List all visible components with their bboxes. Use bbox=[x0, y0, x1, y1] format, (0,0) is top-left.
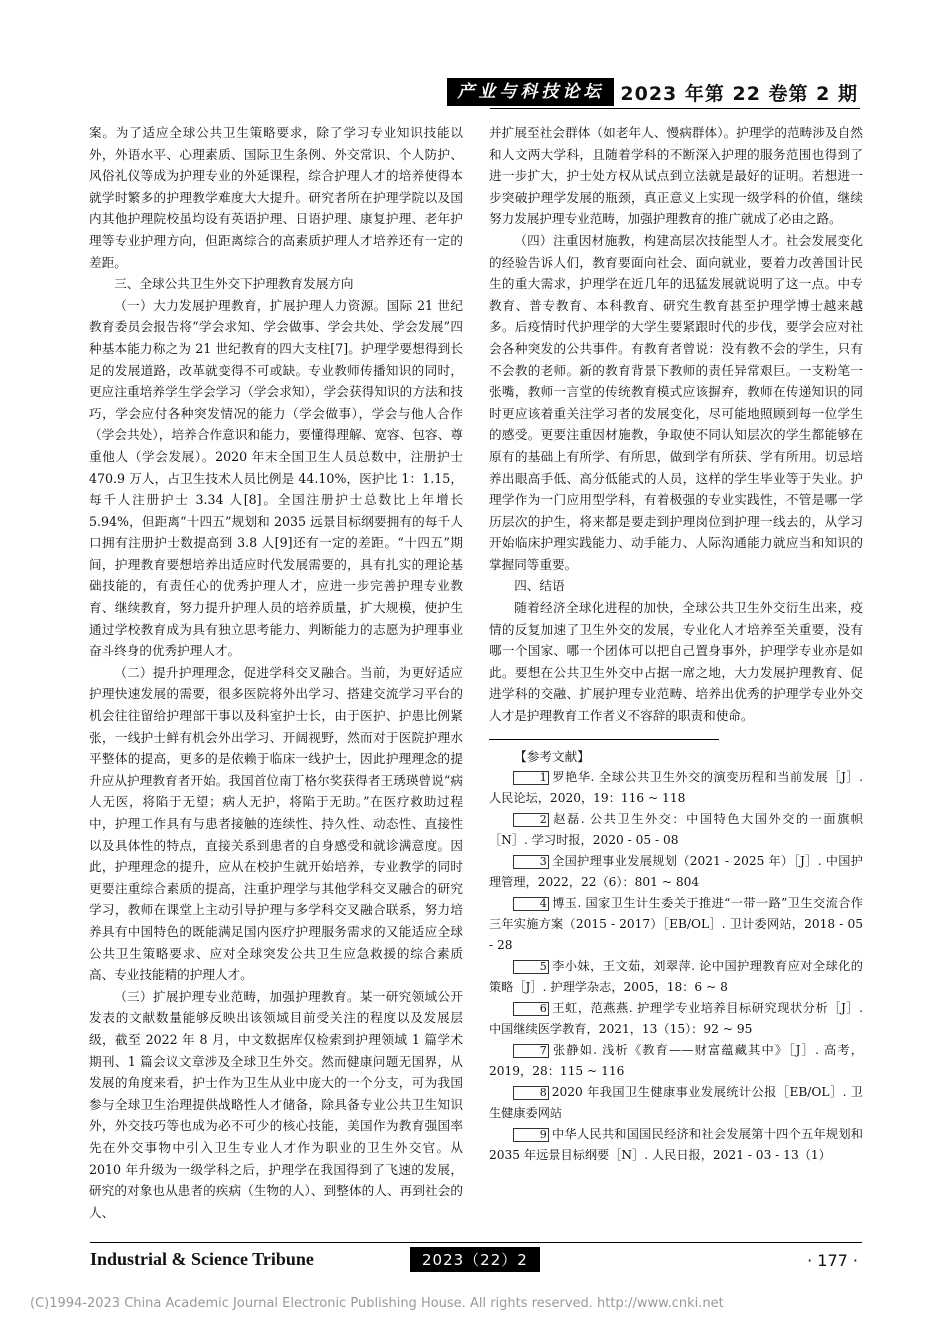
header-rule bbox=[490, 108, 860, 109]
page-number: · 177 · bbox=[807, 1251, 858, 1270]
paragraph-1: （一）大力发展护理教育，扩展护理人力资源。国际 21 世纪教育委员会报告将“学会求知、学会做事、学会共处、学会发展”四种基本能力称之为 21 世纪教育的四大支柱[7]。护理学要想得到长足的发展道路，改革就变得不可或缺。专业教师传播知识的同时，更应注重培养学生学会学习（学会求知），学会获得知识的方法和技巧，学会应付各种突发情况的能力（学会做事），学会与他人合作（学会共处），培养合作意识和能力，要懂得理解、宽容、包容、尊重他人（学会发展）。2020 年末全国卫生人员总数中，注册护士 470.9 万人，占卫生技术人员比例是 44.10%，医护比 1：1.15，每千人注册护士 3.34 人[8]。全国注册护士总数比上年增长 5.94%，但距离“十四五”规划和 2035 远景目标纲要拥有的每千人口拥有注册护士数提高到 3.8 人[9]还有一定的差距。“十四五”期间，护理教育要想培养出适应时代发展需要的，具有扎实的理论基础技能的，有责任心的优秀护理人才，应进一步完善护理专业教育、继续教育，努力提升护理人员的培养质量，扩大规模，使护生通过学校教育成为具有独立思考能力、判断能力的志愿为护理事业奋斗终身的优秀护理人才。 bbox=[89, 297, 463, 659]
reference-item: 9 中华人民共和国国民经济和社会发展第十四个五年规划和 2035 年远景目标纲要［N］. 人民日报，2021 - 03 - 13（1） bbox=[489, 1127, 863, 1163]
reference-item: 5 李小妹，王文茹，刘翠萍. 论中国护理教育应对全球化的策略［J］. 护理学杂志，2005，18：6 ~ 8 bbox=[489, 959, 863, 995]
page-footer bbox=[90, 1242, 862, 1273]
section3-heading: 三、全球公共卫生外交下护理教育发展方向 bbox=[114, 276, 354, 292]
reference-item: 4 博玉. 国家卫生计生委关于推进“一带一路”卫生交流合作三年实施方案（2015 - 2017）［EB/OL］. 卫计委网站，2018 - 05 - 28 bbox=[489, 896, 863, 953]
volume-badge: 2023（22）2 bbox=[410, 1247, 540, 1272]
paragraph-3: （三）扩展护理专业范畴，加强护理教育。某一研究领域公开发表的文献数量能够反映出该领域目前受关注的程度以及发展层级，截至 2022 年 8 月，中文数据库仅检索到护理领域 1 篇学术期刊、1 篇会议文章涉及全球卫生外交。然而健康问题无国界，从发展的角度来看，护士作为卫生从业中庞大的一个分支，可为我国参与全球卫生治理提供战略性人才储备，除具备专业公共卫生知识外，外交技巧等也成为必不可少的核心技能，美国作为教育强国率先在外交事物中引入卫生专业人才作为职业的卫生外交官。从 2010 年升级为一级学科之后，护理学在我国得到了飞速的发展，研究的对象也从患者的疾病（生物的人）、到整体的人、再到社会的人、 bbox=[89, 988, 463, 1220]
reference-item: 2 赵磊. 公共卫生外交：中国特色大国外交的一面旗帜［N］. 学习时报，2020 - 05 - 08 bbox=[489, 812, 863, 848]
journal-header bbox=[447, 78, 858, 106]
intro-paragraph: 案。为了适应全球公共卫生策略要求，除了学习专业知识技能以外，外语水平、心理素质、国际卫生条例、外交常识、个人防护、风俗礼仪等成为护理专业的外延课程，综合护理人才的培养使得本就学时繁多的护理教学难度大大提升。研究者所在护理学院以及国内其他护理院校虽均设有英语护理、日语护理、康复护理、老年护理等专业护理方向，但距离综合的高素质护理人才培养还有一定的差距。 bbox=[89, 125, 463, 270]
references-title: 【参考文献】 bbox=[514, 748, 590, 764]
section4-heading: 四、结语 bbox=[514, 578, 565, 594]
right-column bbox=[489, 122, 863, 1166]
left-column bbox=[89, 122, 463, 1223]
reference-item: 3 全国护理事业发展规划（2021 - 2025 年）［J］. 中国护理管理，2022，22（6）：801 ~ 804 bbox=[489, 854, 863, 890]
paragraph-2: （二）提升护理理念，促进学科交叉融合。当前，为更好适应护理快速发展的需要，很多医院将外出学习、搭建交流学习平台的机会往往留给护理部干事以及科室护士长，由于医护、护患比例紧张，一线护士鲜有机会外出学习、开阔视野，然而对于医院护理水平整体的提高，更多的是依赖于临床一线护士，因此护理理念的提升应从护理教育者开始。我国首位南丁格尔奖获得者王琇瑛曾说“病人无医，将陷于无望；病人无护，将陷于无助。”在医疗救助过程中，护理工作具有与患者接触的连续性、持久性、动态性、直接性以及具体性的特点，直接关系到患者的自身感受和就诊满意度。因此，护理理念的提升，应从在校护生就开始培养，专业教学的同时更要注重综合素质的提高，注重护理学与其他学科交叉融合的研究学习，教师在课堂上主动引导护理与多学科交叉融合联系，努力培养具有中国特色的既能满足国内医疗护理服务需求的又能适应全球公共卫生策略要求、应对全球突发公共卫生应急救援的综合素质高、专业技能精的护理人才。 bbox=[89, 664, 463, 983]
references-rule bbox=[489, 739, 719, 740]
paragraph-4: （四）注重因材施教，构建高层次技能型人才。社会发展变化的经验告诉人们，教育要面向社会、面向就业，要着力改善国计民生的重大需求，护理学在近几年的迅猛发展就说明了这一点。中专教育、普专教育、本科教育、研究生教育甚至护理学博士越来越多。后疫情时代护理学的大学生要紧跟时代的步伐，要学会应对社会各种突发的公共事件。有教育者曾说：没有教不会的学生，只有不会教的老师。新的教育背景下教师的责任异常艰巨。一支粉笔一张嘴，教师一言堂的传统教育模式应该摒弃，教师在传递知识的同时更应该着重关注学习者的发展变化，尽可能地照顾到每一位学生的感受。更要注重因材施教，争取使不同认知层次的学生都能够在原有的基础上有所学、有所思，做到学有所获、学有所用。切忌培养出眼高手低、高分低能式的人员，这样的学生毕业等于失业。护理学作为一门应用型学科，有着极强的专业实践性，不管是哪一学历层次的护生，将来都是要走到护理岗位到护理一线去的，从学习开始临床护理实践能力、动手能力、人际沟通能力就应当和知识的掌握同等重要。 bbox=[489, 232, 863, 572]
paragraph-3-continued: 并扩展至社会群体（如老年人、慢病群体）。护理学的范畴涉及自然和人文两大学科，且随着学科的不断深入护理的服务范围也得到了进一步扩大，护士处方权从试点到立法就是最好的证明。若想进一步突破护理学发展的瓶颈，真正意义上实现一级学科的价值，继续努力发展护理专业范畴，加强护理教育的推广就成了必由之路。 bbox=[489, 125, 863, 227]
issue-info: 2023 年第 22 卷第 2 期 bbox=[620, 82, 858, 105]
reference-item: 6 王虹，范燕燕. 护理学专业培养目标研究现状分析［J］. 中国继续医学教育，2021，13（15）：92 ~ 95 bbox=[489, 1001, 863, 1037]
reference-item: 8 2020 年我国卫生健康事业发展统计公报［EB/OL］. 卫生健康委网站 bbox=[489, 1085, 863, 1121]
conclusion-paragraph: 随着经济全球化进程的加快，全球公共卫生外交衍生出来，疫情的反复加速了卫生外交的发展，专业化人才培养至关重要，没有哪一个国家、哪一个团体可以把自己置身事外，护理学专业亦是如此。要想在公共卫生外交中占据一席之地，大力发展护理教育、促进学科的交融、扩展护理专业范畴、培养出优秀的护理学专业外交人才是护理教育工作者义不容辞的职责和使命。 bbox=[489, 600, 863, 724]
references-list bbox=[489, 767, 863, 1166]
copyright-notice: (C)1994-2023 China Academic Journal Electronic Publishing House. All rights reserved. http://www.cnki.net bbox=[30, 1296, 724, 1311]
reference-item: 7 张静如. 浅析《教育——财富蕴藏其中》［J］. 高考，2019，28：115 ~ 116 bbox=[489, 1043, 863, 1079]
reference-item: 1 罗艳华. 全球公共卫生外交的演变历程和当前发展［J］. 人民论坛，2020，19：116 ~ 118 bbox=[489, 770, 863, 806]
journal-english-name: Industrial & Science Tribune bbox=[90, 1249, 314, 1269]
journal-name: 产业与科技论坛 bbox=[447, 78, 614, 106]
